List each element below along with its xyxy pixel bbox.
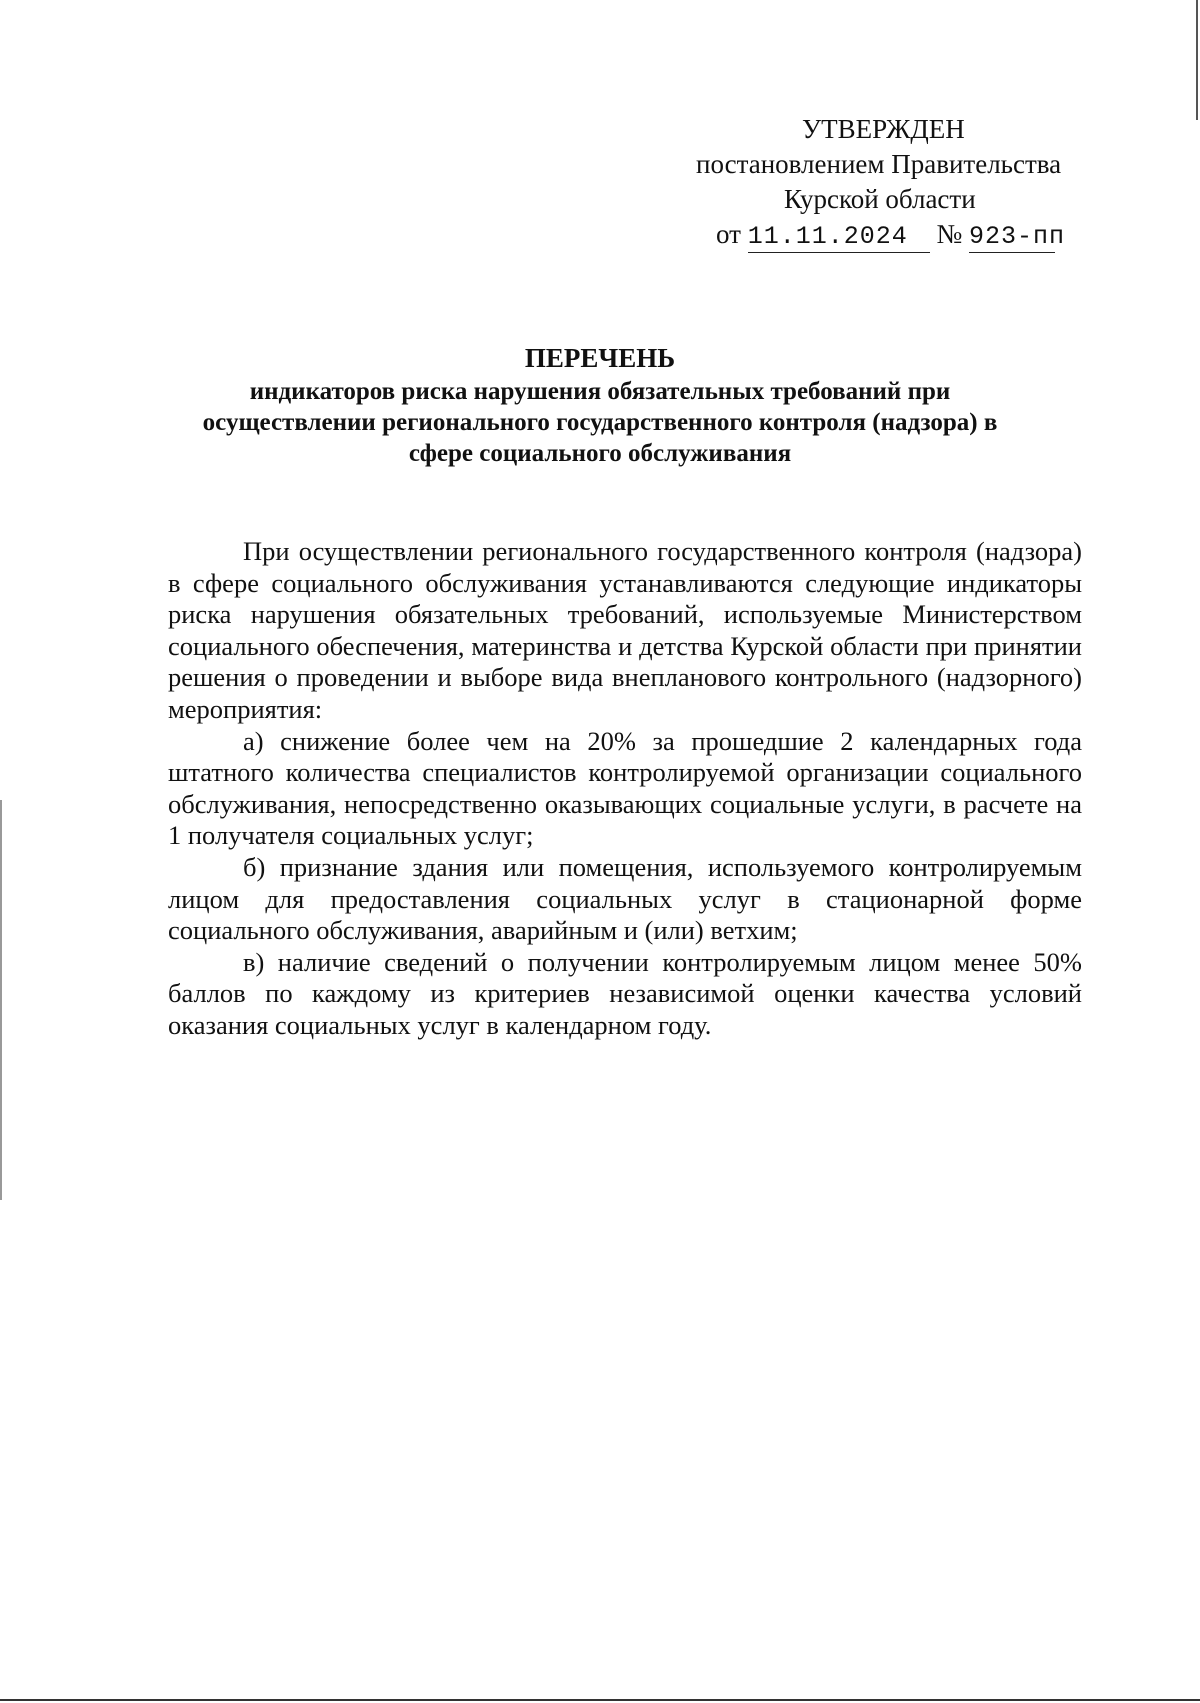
item-b-paragraph: б) признание здания или помещения, используемого контролируемым лицом для предоставления социальных услуг в стационарной форме социального обслуживания, аварийным и (или) ветхим;: [168, 851, 1082, 946]
item-a-paragraph: а) снижение более чем на 20% за прошедшие 2 календарных года штатного количества специалистов контролируемой организации социального обслуживания, непосредственно оказывающих социальные услуги, в расчете на 1 получателя социальных услуг;: [168, 725, 1082, 851]
scan-bottom-edge: [0, 1699, 1200, 1701]
title-line-2: осуществлении регионального государственного контроля (надзора) в: [202, 409, 998, 436]
document-body: [168, 536, 1082, 1042]
number-field: [968, 219, 1065, 253]
number-prefix: №: [936, 219, 963, 249]
approval-region: Курской области: [784, 184, 976, 214]
approval-date: 11.11.2024: [747, 222, 908, 251]
scan-edge-mark: [1196, 0, 1198, 120]
date-prefix: от: [716, 219, 741, 249]
title-line-1: индикаторов риска нарушения обязательных требований при: [249, 378, 951, 405]
approval-heading: УТВЕРЖДЕН: [802, 114, 965, 144]
scan-edge-mark: [0, 800, 2, 1200]
approval-number: 923-пп: [968, 222, 1065, 251]
title-line-3: сфере социального обслуживания: [408, 440, 792, 467]
approval-stamp: [690, 112, 1090, 253]
document-title: [150, 340, 1050, 469]
approval-resolution: постановлением Правительства: [696, 149, 1062, 179]
date-field: [748, 219, 930, 253]
item-v-paragraph: в) наличие сведений о получении контролируемым лицом менее 50% баллов по каждому из критериев независимой оценки качества условий оказания социальных услуг в календарном году.: [168, 946, 1082, 1040]
approval-date-number: [690, 217, 1090, 253]
intro-paragraph: При осуществлении регионального государственного контроля (надзора) в сфере социального обслуживания устанавливаются следующие индикаторы риска нарушения обязательных требований, используемые Министерством социального обеспечения, материнства и детства Курской области при принятии решения о проведении и выборе вида внепланового контрольного (надзорного) мероприятия:: [168, 536, 1082, 724]
title-main: ПЕРЕЧЕНЬ: [524, 343, 676, 373]
